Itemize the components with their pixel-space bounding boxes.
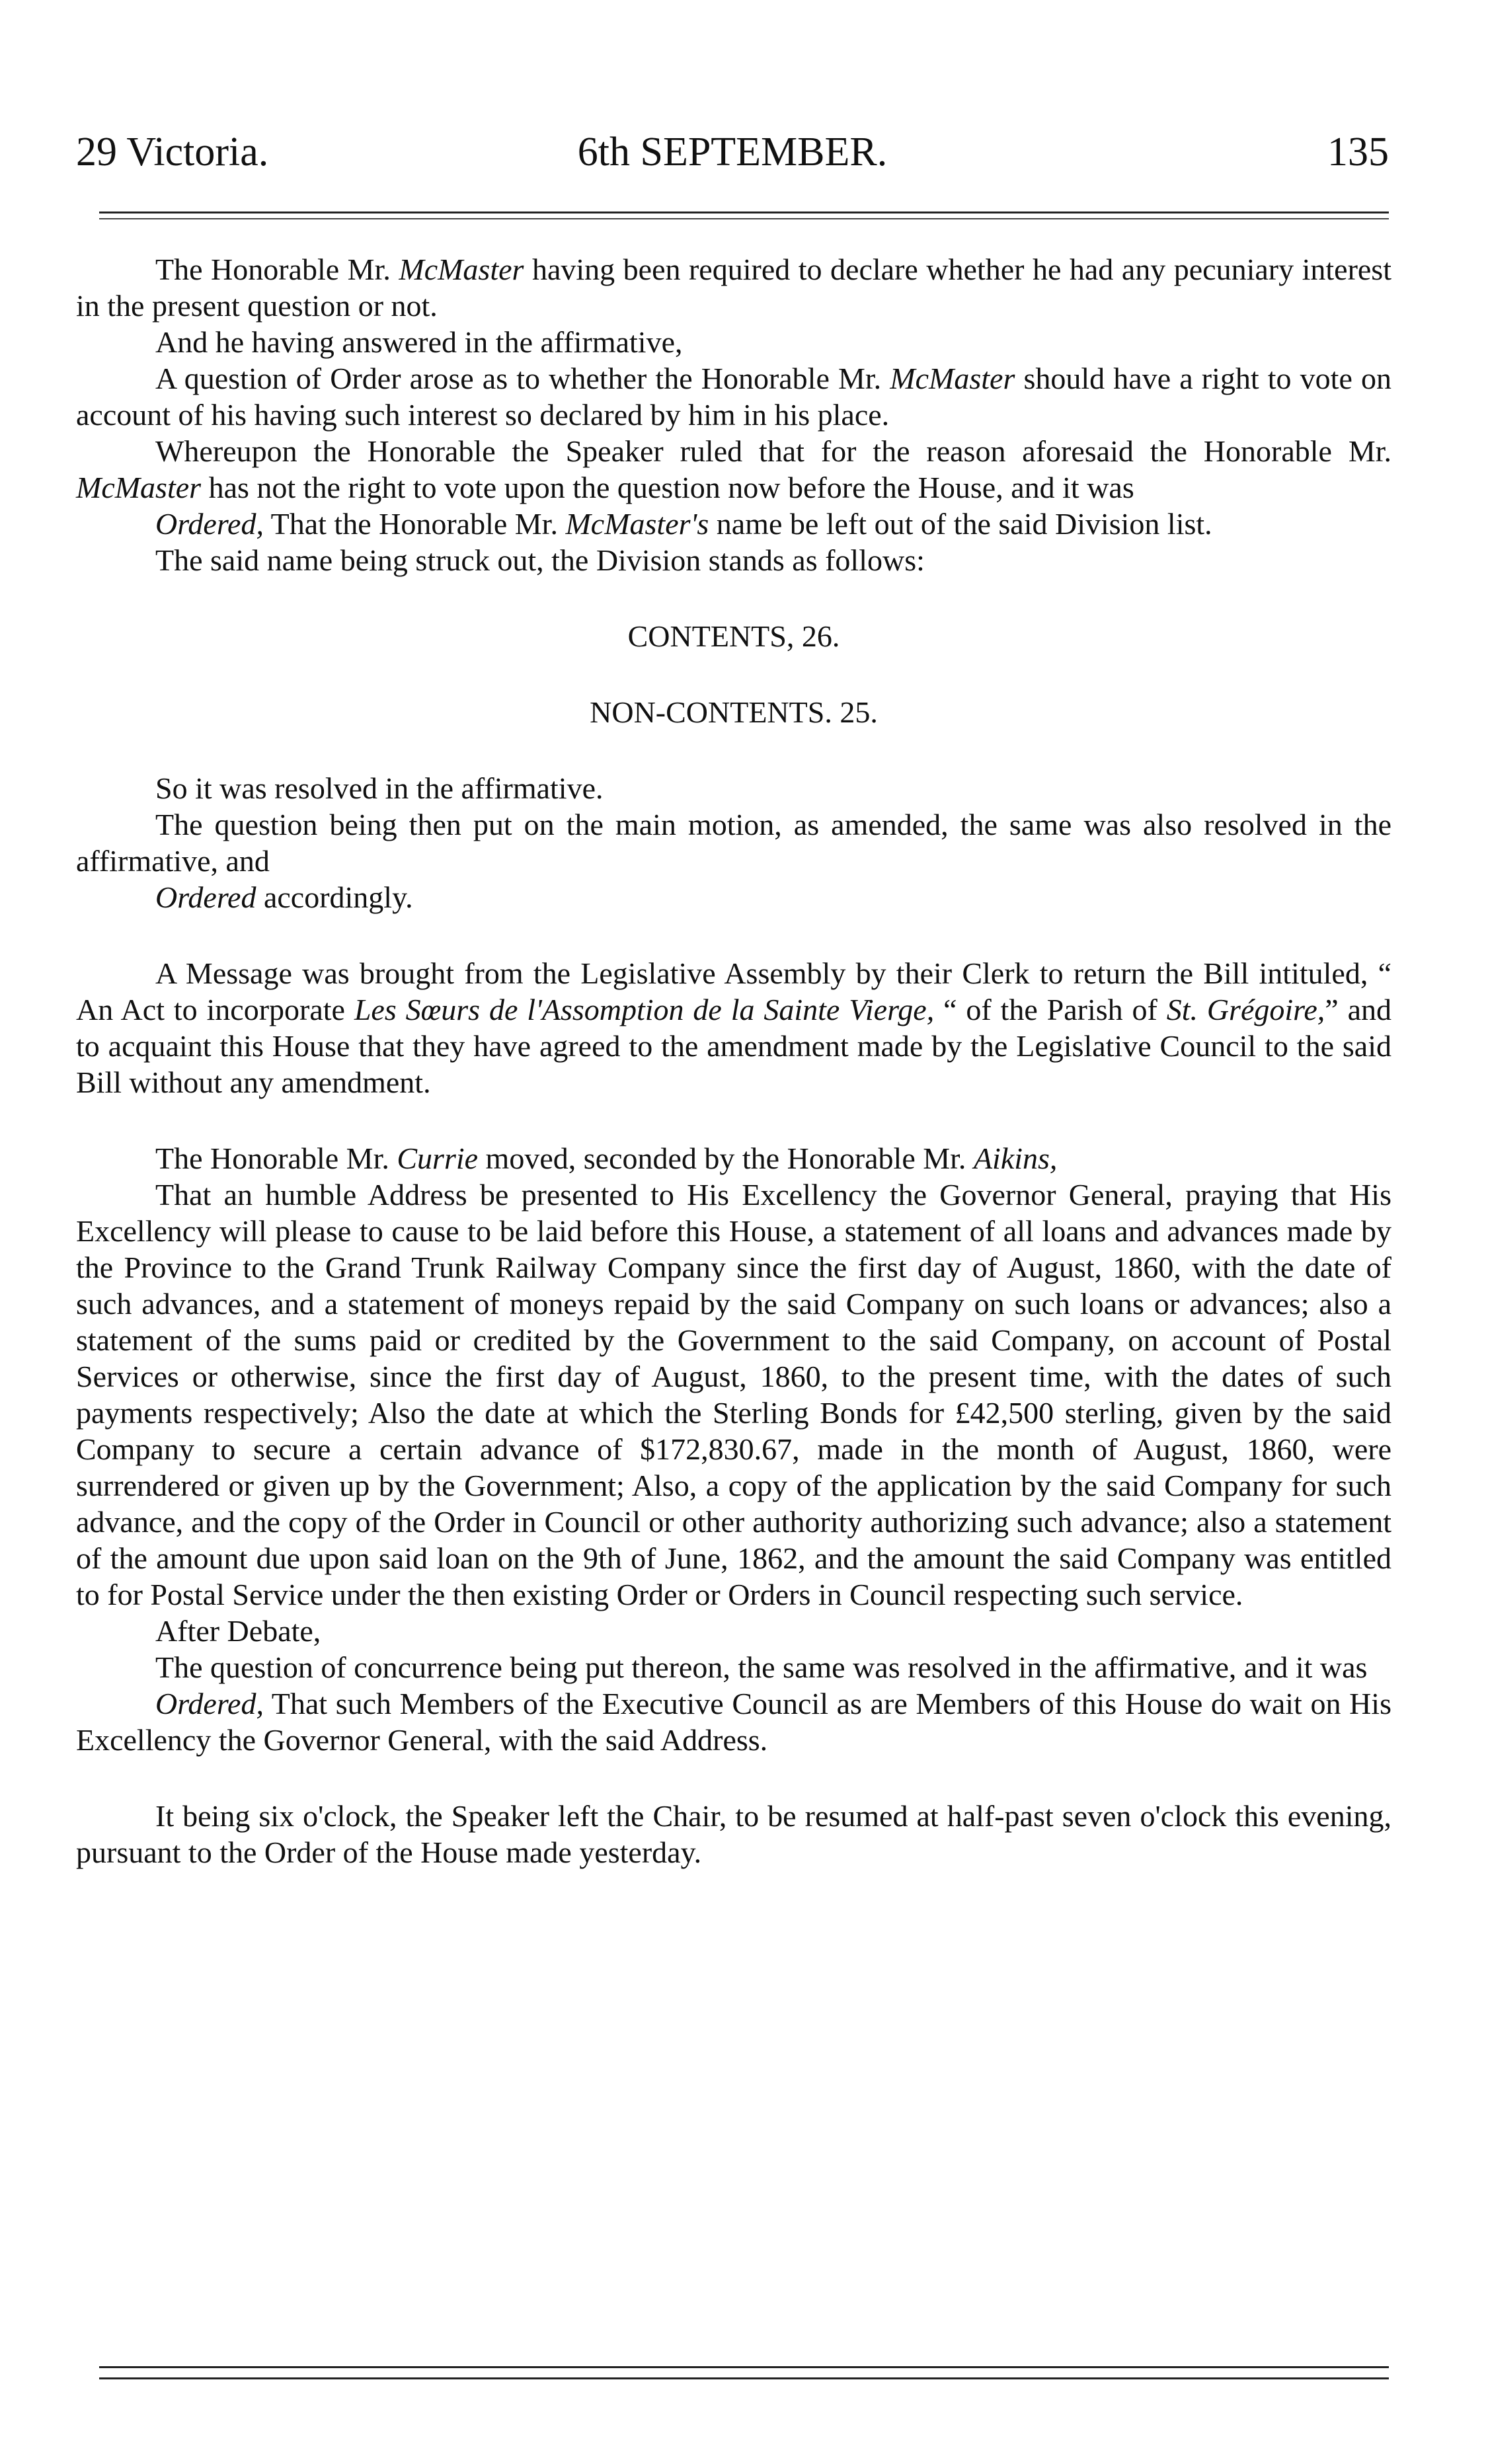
paragraph: The said name being struck out, the Division stands as follows: <box>155 543 925 577</box>
regnal-year: 29 Victoria. <box>76 130 269 174</box>
division-non-contents: NON-CONTENTS. 25. <box>590 695 878 729</box>
document-body <box>76 251 1391 1870</box>
footer-rule <box>99 2366 1389 2379</box>
paragraph: The Honorable Mr. McMaster having been required to declare whether he had any pecuniary interest in the present question or not. <box>76 252 1391 323</box>
paragraph: So it was resolved in the affirmative. <box>155 771 604 805</box>
paragraph: The Honorable Mr. Currie moved, seconded by the Honorable Mr. Aikins, <box>155 1141 1058 1175</box>
paragraph: The question of concurrence being put thereon, the same was resolved in the affirmative, and it was <box>155 1650 1368 1684</box>
paragraph: Ordered accordingly. <box>155 880 413 914</box>
paragraph: It being six o'clock, the Speaker left the Chair, to be resumed at half-past seven o'clock this evening, pursuant to the Order of the House made yesterday. <box>76 1799 1391 1869</box>
paragraph: The question being then put on the main motion, as amended, the same was also resolved in the affirmative, and <box>76 808 1391 878</box>
paragraph: That an humble Address be presented to His Excellency the Governor General, praying that His Excellency will please to cause to be laid before this House, a statement of all loans and advances made by the Province to the Grand Trunk Railway Company since the first day of August, 1860, with the date of such advances, and a statement of moneys repaid by the said Company on such loans or advances; also a statement of the sums paid or credited by the Government to the said Company, on account of Postal Services or otherwise, since the first day of August, 1860, to the present time, with the dates of such payments respectively; Also the date at which the Sterling Bonds for £42,500 sterling, given by the said Company to secure a certain advance of $172,830.67, made in the month of August, 1860, were surrendered or given up by the Government; Also, a copy of the application by the said Company for such advance, and the copy of the Order in Council or other authority authorizing such advance; also a statement of the amount due upon said loan on the 9th of June, 1862, and the amount the said Company was entitled to for Postal Service under the then existing Order or Orders in Council respecting such service. <box>76 1178 1391 1611</box>
paragraph: Ordered, That the Honorable Mr. McMaster's name be left out of the said Division list. <box>155 507 1212 541</box>
division-contents: CONTENTS, 26. <box>627 619 840 653</box>
header-rule <box>99 212 1389 219</box>
paragraph: Ordered, That such Members of the Executive Council as are Members of this House do wait on His Excellency the Governor General, with the said Address. <box>76 1687 1391 1757</box>
page-number: 135 <box>1327 130 1389 174</box>
paragraph: A question of Order arose as to whether the Honorable Mr. McMaster should have a right to vote on account of his having such interest so declared by him in his place. <box>76 362 1391 432</box>
paragraph: Whereupon the Honorable the Speaker ruled that for the reason aforesaid the Honorable Mr. McMaster has not the right to vote upon the question now before the House, and it was <box>76 434 1391 504</box>
page-header <box>76 126 1389 205</box>
paragraph: After Debate, <box>155 1614 321 1648</box>
header-date: 6th SEPTEMBER. <box>577 130 888 174</box>
paragraph: And he having answered in the affirmative, <box>155 325 683 359</box>
paragraph: A Message was brought from the Legislative Assembly by their Clerk to return the Bill intituled, “ An Act to incorporate Les Sœurs de l'Assomption de la Sainte Vierge, “ of the Parish of St. Grégoire,” and to acquaint this House that they have agreed to the amendment made by the Legislative Council to the said Bill without any amendment. <box>76 956 1391 1099</box>
